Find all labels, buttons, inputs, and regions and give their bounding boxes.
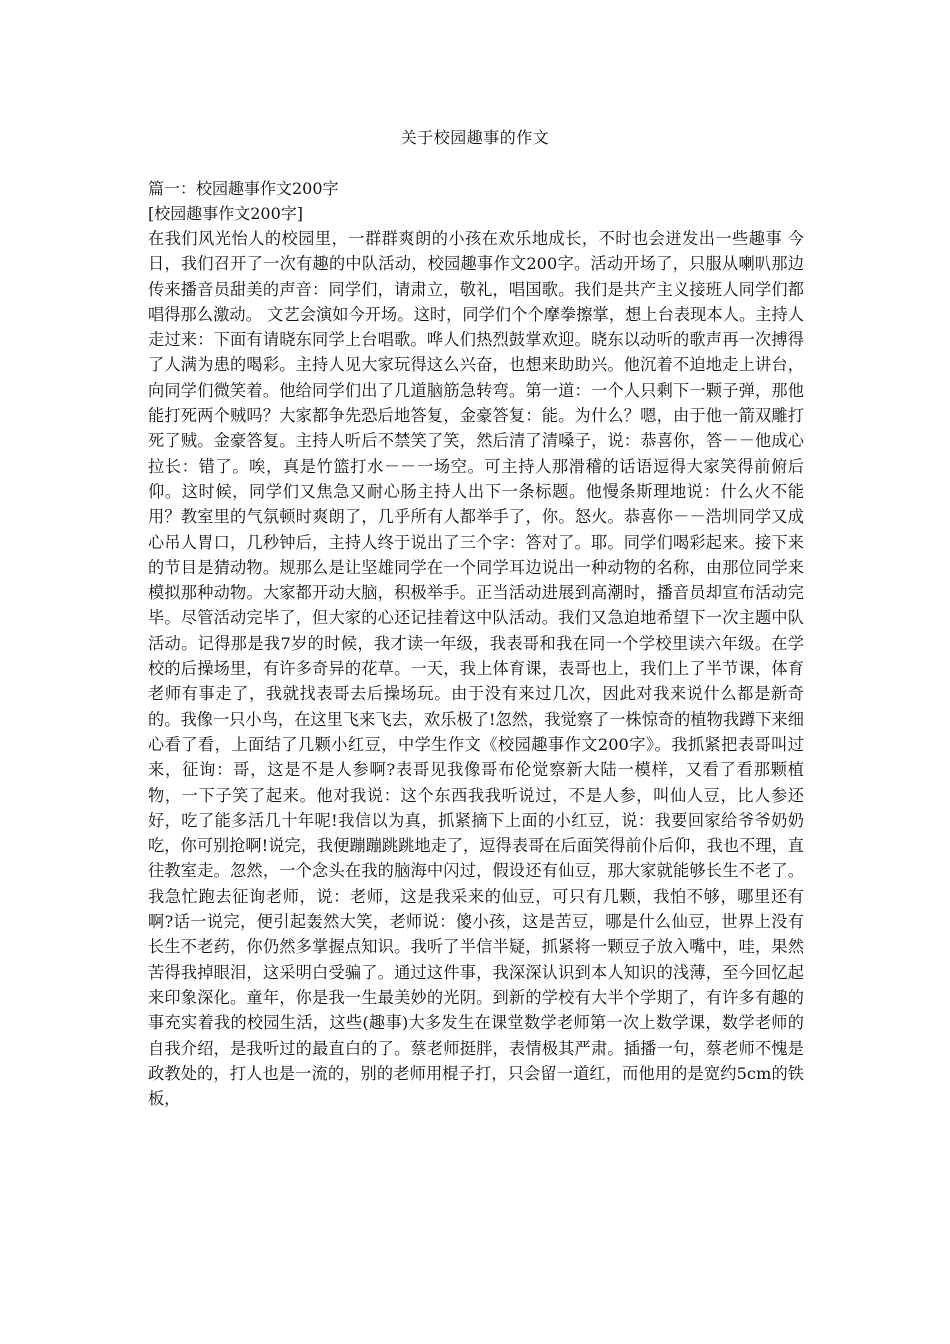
document-content	[148, 176, 804, 1111]
document-title: 关于校园趣事的作文	[400, 128, 550, 147]
essay-body-text: 在我们风光怡人的校园里，一群群爽朗的小孩在欢乐地成长，不时也会迸发出一些趣事 今日，我们召开了一次有趣的中队活动，校园趣事作文200字。活动开场了，只服从喇叭那边传来播音员甜美的声音：同学们，请肃立，敬礼，唱国歌。我们是共产主义接班人同学们都唱得那么激动。 文艺会演如今开场。这时，同学们个个摩拳擦掌，想上台表现本人。主持人走过来：下面有请晓东同学上台唱歌。哗人们热烈鼓掌欢迎。晓东以动听的歌声再一次搏得了人满为患的喝彩。主持人见大家玩得这么兴奋，也想来助助兴。他沉着不迫地走上讲台，向同学们微笑着。他给同学们出了几道脑筋急转弯。第一道：一个人只剩下一颗子弹，那他能打死两个贼吗？大家都争先恐后地答复，金豪答复：能。为什么？嗯，由于他一箭双雕打死了贼。金豪答复。主持人听后不禁笑了笑，然后清了清嗓子，说：恭喜你，答－－他成心拉长：错了。唉，真是竹篮打水－－一场空。可主持人那滑稽的话语逗得大家笑得前俯后仰。这时候，同学们又焦急又耐心肠主持人出下一条标题。他慢条斯理地说：什么火不能用？教室里的气氛顿时爽朗了，几乎所有人都举手了，你。怒火。恭喜你－－浩圳同学又成心吊人胃口，几秒钟后，主持人终于说出了三个字：答对了。耶。同学们喝彩起来。接下来的节目是猜动物。规那么是让坚雄同学在一个同学耳边说出一种动物的名称，由那位同学来模拟那种动物。大家都开动大脑，积极举手。正当活动进展到高潮时，播音员却宣布活动完毕。尽管活动完毕了，但大家的心还记挂着这中队活动。我们又急迫地希望下一次主题中队活动。记得那是我7岁的时候，我才读一年级，我表哥和我在同一个学校里读六年级。在学校的后操场里，有许多奇异的花草。一天，我上体育课，表哥也上，我们上了半节课，体育老师有事走了，我就找表哥去后操场玩。由于没有来过几次，因此对我来说什么都是新奇的。我像一只小鸟，在这里飞来飞去，欢乐极了!忽然，我觉察了一株惊奇的植物我蹲下来细心看了看，上面结了几颗小红豆，中学生作文《校园趣事作文200字》。我抓紧把表哥叫过来，征询：哥，这是不是人参啊?表哥见我像哥布伦觉察新大陆一模样，又看了看那颗植物，一下子笑了起来。他对我说：这个东西我我听说过，不是人参，叫仙人豆，比人参还好，吃了能多活几十年呢!我信以为真，抓紧摘下上面的小红豆，说：我要回家给爷爷奶奶吃，你可别抢啊!说完，我便蹦蹦跳跳地走了，逗得表哥在后面笑得前仆后仰，我也不理，直往教室走。忽然，一个念头在我的脑海中闪过，假设还有仙豆，那大家就能够长生不老了。我急忙跑去征询老师，说：老师，这是我采来的仙豆，可只有几颗，我怕不够，哪里还有啊?话一说完，便引起轰然大笑，老师说：傻小孩，这是苦豆，哪是什么仙豆，世界上没有长生不老药，你仍然多掌握点知识。我听了半信半疑，抓紧将一颗豆子放入嘴中，哇，果然苦得我掉眼泪，这采明白受骗了。通过这件事，我深深认识到本人知识的浅薄，至今回忆起来印象深化。童年，你是我一生最美妙的光阴。到新的学校有大半个学期了，有许多有趣的事充实着我的校园生活，这些(趣事)大多发生在课堂数学老师第一次上数学课，数学老师的自我介绍，是我听过的最直白的了。蔡老师挺胖，表情极其严肃。插播一句，蔡老师不愧是政教处的，打人也是一流的，别的老师用棍子打，只会留一道红，而他用的是宽约5cm的铁板，	[148, 229, 804, 1109]
section-heading: 篇一：校园趣事作文200字	[148, 179, 339, 198]
section-subtitle: [校园趣事作文200字]	[148, 204, 304, 223]
